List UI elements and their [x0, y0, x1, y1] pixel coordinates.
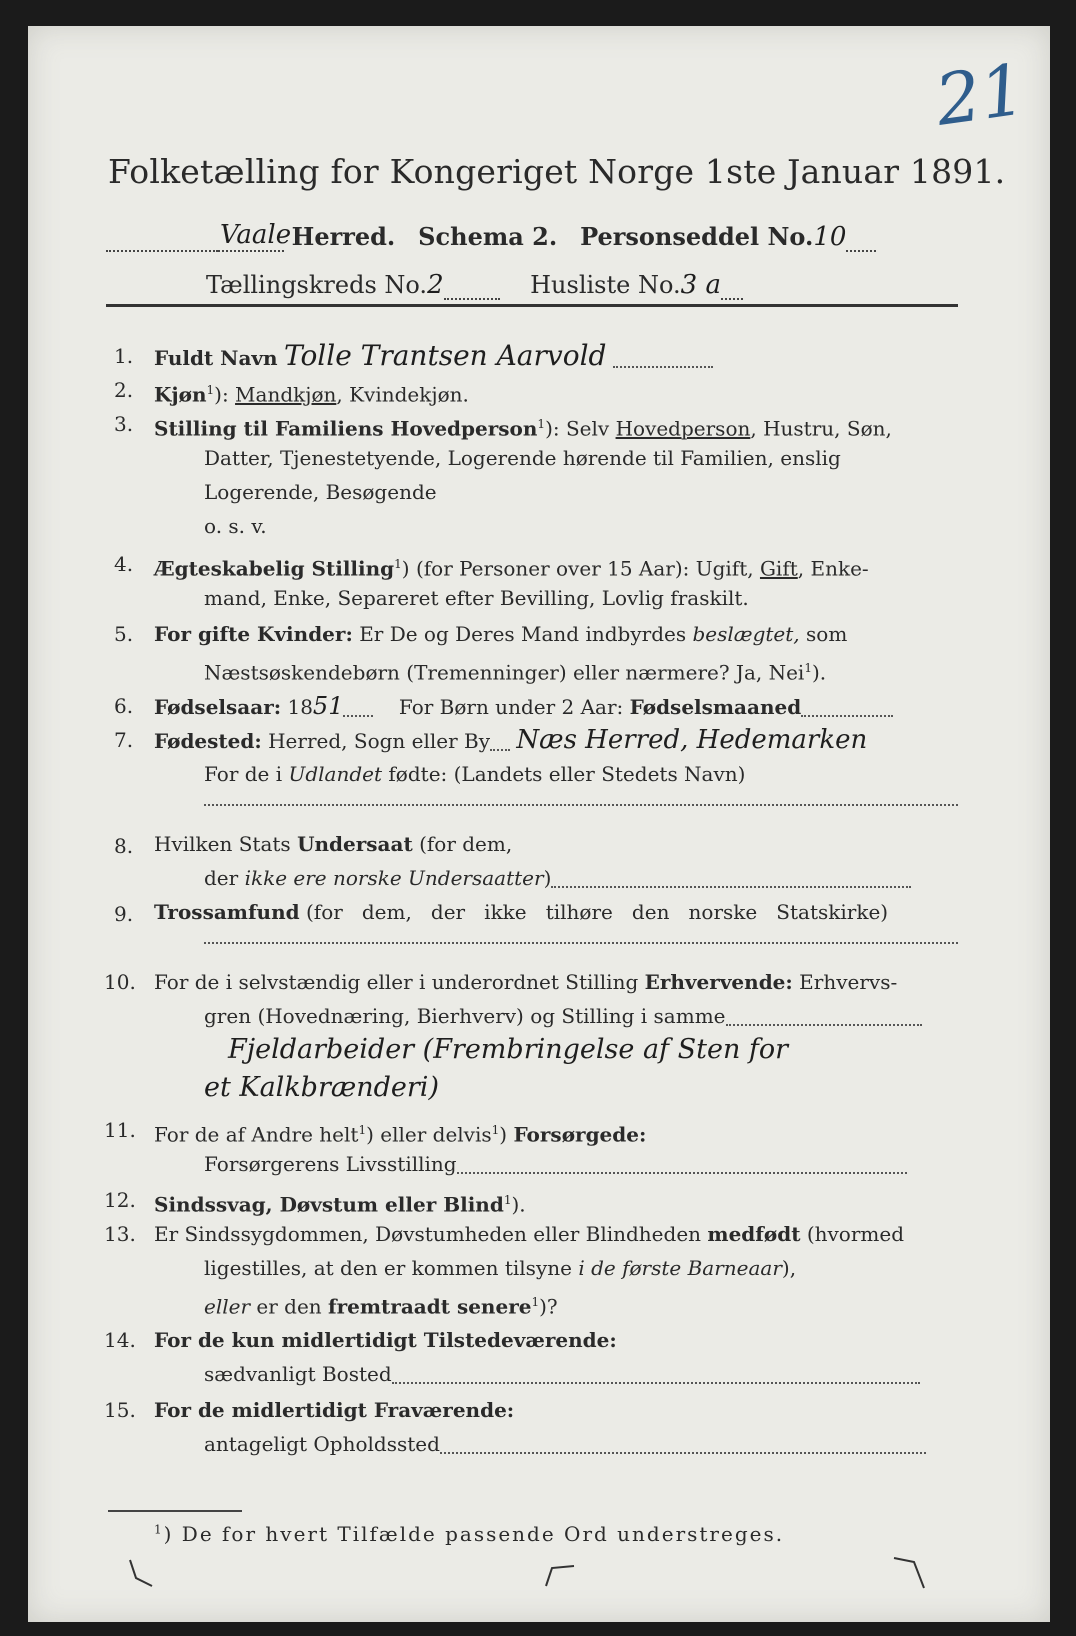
corner-mark-center — [540, 1556, 580, 1596]
q8-line2b: ) — [543, 866, 552, 890]
q7-blank-line — [204, 788, 958, 806]
q11-leader — [457, 1156, 907, 1174]
q3-line-3: Logerende, Besøgende — [204, 480, 437, 504]
q5-number: 5. — [114, 622, 134, 646]
q7-line-1 — [154, 725, 868, 755]
q5-italic: beslægtet, — [692, 622, 800, 646]
q4-line-2: mand, Enke, Separeret efter Bevilling, Lovlig fraskilt. — [204, 586, 749, 610]
q3-label: Stilling til Familiens Hovedperson — [154, 416, 538, 441]
q8-t2: (for dem, — [419, 832, 513, 856]
q9-label: Trossamfund — [154, 900, 300, 924]
q9-t1: (for dem, der ikke tilhøre den norske Statskirke) — [305, 900, 889, 924]
q7-line2a: For de i — [204, 762, 283, 786]
q14-label: For de kun midlertidigt Tilstedeværende: — [154, 1328, 617, 1352]
q2-label: Kjøn — [154, 382, 207, 407]
q8-line2-italic: ikke ere norske Undersaatter — [244, 866, 544, 890]
q6-label2: Fødselsmaaned — [629, 695, 802, 719]
q7-line2b: fødte: (Landets eller Stedets Navn) — [388, 762, 746, 786]
personseddel-label: Personseddel No. — [580, 222, 814, 251]
q13-line-3 — [204, 1292, 558, 1317]
q6-leader-2 — [801, 699, 893, 717]
footnote-rule — [108, 1510, 242, 1512]
q12-label: Sindssvag, Døvstum eller Blind — [154, 1192, 504, 1217]
q13-line2b: ), — [781, 1256, 797, 1280]
q8-leader — [551, 870, 911, 888]
q14-line-1 — [154, 1330, 617, 1350]
q13-line3a: er den — [256, 1294, 322, 1319]
q13-sup: 1 — [531, 1295, 540, 1309]
q5-t2: som — [806, 622, 848, 646]
q3-line-2: Datter, Tjenestetyende, Logerende hørende til Familien, enslig — [204, 446, 841, 470]
q5-label: For gifte Kvinder: — [154, 622, 353, 646]
q14-leader — [392, 1366, 920, 1384]
q3-t2: , Hustru, Søn, — [750, 416, 892, 441]
q10-line-2 — [204, 1006, 922, 1026]
q5-line-1 — [154, 624, 847, 644]
q2-sup: 1 — [206, 383, 215, 397]
q3-underlined: Hovedperson — [615, 416, 751, 441]
q15-line-1 — [154, 1400, 514, 1420]
kreds-label: Tællingskreds No. — [206, 271, 428, 299]
q12-sup: 1 — [503, 1193, 512, 1207]
q13-bold1: medfødt — [707, 1222, 801, 1246]
q11-sup-1: 1 — [358, 1123, 367, 1137]
page-number: 21 — [930, 48, 1031, 142]
q9-line — [154, 902, 888, 922]
q2-colon: ): — [214, 382, 229, 407]
q12-number: 12. — [104, 1188, 136, 1212]
q4-sup: 1 — [394, 557, 402, 571]
q2-line — [154, 380, 469, 405]
q7-number: 7. — [114, 728, 134, 752]
personseddel-leader — [846, 228, 876, 252]
q14-line2: sædvanligt Bosted — [204, 1362, 392, 1386]
q13-t2: (hvormed — [806, 1222, 904, 1246]
q5-line2-end: ). — [811, 660, 827, 685]
husliste-leader — [721, 276, 743, 300]
q2-opt-mandkjon: Mandkjøn — [235, 382, 337, 407]
q7-line-2 — [204, 764, 745, 784]
q7-t1: Herred, Sogn eller By — [268, 729, 491, 753]
q11-line-2 — [204, 1154, 907, 1174]
q6-line — [154, 692, 893, 720]
q10-t1: For de i selvstændig eller i underordnet Stilling — [154, 970, 639, 994]
q11-bold: Forsørgede: — [513, 1122, 647, 1147]
q5-sup: 1 — [804, 661, 812, 675]
q11-t3: ) — [499, 1122, 508, 1147]
q13-line3b: )? — [539, 1294, 558, 1319]
q10-t2: Erhvervs- — [799, 970, 898, 994]
q8-t1: Hvilken Stats — [154, 832, 291, 856]
census-form — [28, 26, 1050, 1622]
q11-sup-2: 1 — [491, 1123, 500, 1137]
q4-t1: ) (for Personer over 15 Aar): Ugift, — [401, 556, 754, 581]
q13-line3-italic: eller — [204, 1294, 251, 1319]
form-title: Folketælling for Kongeriget Norge 1ste Januar 1891. — [108, 152, 1006, 191]
q13-line2-italic: i de første Barneaar — [578, 1256, 782, 1280]
q15-line2: antageligt Opholdssted — [204, 1432, 440, 1456]
footnote-sup: 1 — [154, 1522, 164, 1537]
q8-bold: Undersaat — [297, 832, 413, 856]
herred-value: Vaale — [220, 220, 292, 250]
q4-label: Ægteskabelig Stilling — [154, 556, 395, 581]
q11-line-1 — [154, 1120, 646, 1145]
q5-t1: Er De og Deres Mand indbyrdes — [359, 622, 687, 646]
q7-label: Fødested: — [154, 729, 262, 753]
q15-line-2 — [204, 1434, 926, 1454]
q10-handwritten-2: et Kalkbrænderi) — [204, 1072, 439, 1103]
q2-number: 2. — [114, 378, 134, 402]
q8-line2a: der — [204, 866, 239, 890]
q3-number: 3. — [114, 412, 134, 436]
q5-line2-text: Næstsøskendebørn (Tremenninger) eller nærmere? Ja, Nei — [204, 660, 805, 685]
q15-label: For de midlertidigt Fraværende: — [154, 1398, 515, 1422]
kreds-leader — [444, 276, 500, 300]
q10-number: 10. — [104, 970, 136, 994]
husliste-label: Husliste No. — [530, 271, 681, 299]
q13-number: 13. — [104, 1222, 136, 1246]
q14-line-2 — [204, 1364, 920, 1384]
q10-line2: gren (Hovednæring, Bierhverv) og Stilling i samme — [204, 1004, 726, 1028]
q5-line-2 — [204, 658, 826, 683]
footnote — [154, 1522, 784, 1546]
herred-leader — [106, 228, 218, 252]
q14-number: 14. — [104, 1328, 136, 1352]
q4-line-1 — [154, 554, 869, 579]
q4-number: 4. — [114, 552, 134, 576]
q6-leader — [343, 699, 373, 717]
q4-underlined: Gift — [759, 556, 798, 581]
q2-sep: , — [336, 382, 343, 407]
corner-mark-left — [122, 1554, 162, 1594]
q6-label: Fødselsaar: — [154, 695, 282, 719]
q11-line2: Forsørgerens Livsstilling — [204, 1152, 457, 1176]
header-line-1 — [106, 222, 966, 262]
q13-t1: Er Sindssygdommen, Døvstumheden eller Blindheden — [154, 1222, 702, 1246]
q3-line-1 — [154, 414, 892, 439]
q11-number: 11. — [104, 1118, 136, 1142]
q2-opt-kvindekjon: Kvindekjøn. — [349, 382, 469, 407]
corner-mark-right — [890, 1550, 934, 1594]
q1-number: 1. — [114, 344, 134, 368]
q1-leader — [613, 350, 713, 368]
q6-number: 6. — [114, 694, 134, 718]
q10-bold: Erhvervende: — [644, 970, 793, 994]
q6-value: 51 — [312, 692, 344, 720]
q7-line2-italic: Udlandet — [288, 762, 383, 786]
q15-leader — [440, 1436, 926, 1454]
q8-line-2 — [204, 868, 911, 888]
q8-number: 8. — [114, 834, 134, 858]
q10-leader — [726, 1008, 922, 1026]
q13-line-2 — [204, 1258, 796, 1278]
q11-t2: ) eller delvis — [366, 1122, 492, 1147]
q13-line-1 — [154, 1224, 904, 1244]
q3-line-4: o. s. v. — [204, 514, 267, 538]
kreds-value: 2 — [427, 270, 444, 300]
footnote-text: ) De for hvert Tilfælde passende Ord understreges. — [163, 1522, 785, 1546]
schema-label: Schema 2. — [418, 222, 558, 251]
q13-line2a: ligestilles, at den er kommen tilsyne — [204, 1256, 572, 1280]
q8-line-1 — [154, 834, 512, 854]
q9-blank-line — [204, 926, 958, 944]
q10-handwritten-1: Fjeldarbeider (Frembringelse af Sten for — [228, 1034, 789, 1065]
q12-end: ). — [511, 1192, 526, 1217]
personseddel-value: 10 — [813, 222, 847, 252]
q1-label: Fuldt Navn — [154, 346, 278, 370]
q3-t1: ): Selv — [545, 416, 610, 441]
q7-leader — [490, 733, 510, 751]
q12-line — [154, 1190, 526, 1215]
q1-line — [154, 339, 713, 372]
q1-value: Tolle Trantsen Aarvold — [283, 339, 607, 372]
q3-sup: 1 — [537, 417, 546, 431]
q7-value: Næs Herred, Hedemarken — [516, 725, 868, 755]
header-rule — [106, 304, 958, 307]
q6-prefix: 18 — [287, 695, 313, 719]
q10-line-1 — [154, 972, 897, 992]
husliste-value: 3 a — [680, 270, 721, 300]
q9-number: 9. — [114, 902, 134, 926]
q15-number: 15. — [104, 1398, 136, 1422]
herred-label: Herred. — [291, 222, 396, 251]
q6-t2: For Børn under 2 Aar: — [398, 695, 624, 719]
q13-line3-bold: fremtraadt senere — [328, 1294, 532, 1319]
q11-t1: For de af Andre helt — [154, 1122, 359, 1147]
q4-t2: , Enke- — [797, 556, 869, 581]
